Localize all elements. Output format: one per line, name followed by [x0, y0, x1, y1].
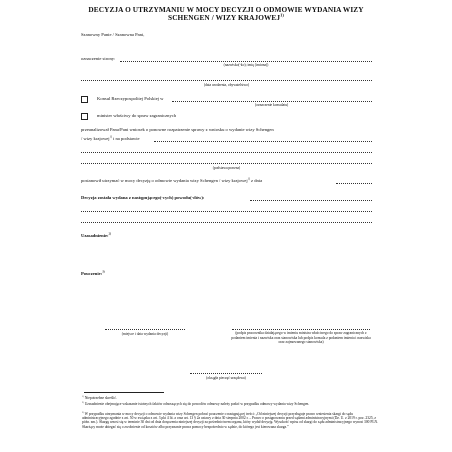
- footnote-1: [82, 396, 380, 400]
- reconsider-line2-end: i na podstawie: [111, 136, 140, 141]
- legal-basis-field-3[interactable]: [81, 163, 372, 164]
- reasons-label: Decyzja została wydana z następującego(-cych) powodu(-dów):: [81, 195, 205, 200]
- upheld-line: [81, 178, 262, 183]
- footnote-number: 1): [82, 395, 84, 398]
- instruction-text: Pouczenie:: [81, 271, 103, 276]
- form-title-line1: DECYZJA O UTRZYMANIU W MOCY DECYZJI O ODMOWIE WYDANIA WIZY: [88, 5, 364, 14]
- party-name-hint: (nazwisko(-ko); imię (imiona)): [223, 63, 269, 67]
- consul-label: Konsul Rzeczypospolitej Polskiej w: [97, 96, 164, 101]
- reconsider-line1: przeanalizował Pana/Pani wniosek o ponowne rozpatrzenie sprawy z wniosku o wydanie wizy Schengen: [81, 127, 274, 132]
- justification-label: [81, 233, 111, 238]
- justification-text: Uzasadnienie:: [81, 233, 109, 238]
- greeting: Szanowny Panie / Szanowna Pani,: [81, 32, 145, 37]
- party-name-field[interactable]: [120, 61, 372, 62]
- reasons-field-3[interactable]: [81, 222, 372, 223]
- footnote-separator: [84, 392, 164, 393]
- stamp-hint: (okrągła pieczęć urzędowa): [206, 376, 246, 380]
- party-birth-hint: (data urodzenia, obywatelstwo): [203, 83, 250, 87]
- consul-checkbox[interactable]: [81, 96, 88, 103]
- party-birth-field[interactable]: [81, 80, 372, 81]
- footnote-ref: 2): [108, 232, 111, 236]
- footnote-ref: 3): [102, 270, 105, 274]
- legal-basis-field-2[interactable]: [81, 152, 372, 153]
- legal-basis-hint: (podstawa prawna): [212, 166, 241, 170]
- minister-checkbox[interactable]: [81, 113, 88, 120]
- footnote-ref: 1): [247, 177, 250, 181]
- reconsider-line2: [81, 136, 140, 141]
- footnote-number: 2): [82, 401, 84, 404]
- place-date-hint: (miejsce i data wydania decyzji): [121, 332, 169, 336]
- footnote-1-text: Niepotrzebne skreślić.: [84, 396, 117, 400]
- footnote-2: [82, 402, 380, 406]
- decision-date-field[interactable]: [336, 183, 372, 184]
- form-title-line2: [0, 14, 452, 22]
- footnote-ref: 1): [280, 12, 284, 18]
- minister-label: minister właściwy do spraw zagranicznych: [97, 113, 177, 118]
- footnote-3-text: W przypadku utrzymania w mocy decyzji o odmowie wydania wizy Schengen pobrać pouczenie o następującej treści: „Od niniejszej decyzji przysługuje prawo wniesienia skargi do sądu administracyjnego zgodnie z art. 50 w związku z art. 3 pkt 4 lit. a oraz art. 13 § 2a ustawy z dnia 30 sierpnia 2002 r. – Prawo o postępowaniu przed sądami administracyjnymi (Dz. U. z 2019 r. poz. 2325, z późn. zm.). Skargę wnosi się w terminie 30 dni od dnia doręczenia niniejszej decyzji za pośrednictwem organu, który wydał decyzję. Wysokość wpisu od skargi do sądu administracyjnego wynosi 300 PLN. Skarżący może ubiegać się o zwolnienie od kosztów albo przyznanie prawa pomocy bezpośrednio w sądzie, do którego jest kierowana skarga.”: [82, 412, 379, 429]
- footnote-2-text: Uzasadnienie obejmujące wskazanie istotnych faktów odnoszących się do powodów odmowy należy podać w przypadku odmowy wydania wizy Schengen.: [84, 402, 310, 406]
- legal-basis-field-1[interactable]: [154, 141, 372, 142]
- upheld-end: z dnia: [249, 178, 263, 183]
- reasons-field-2[interactable]: [81, 211, 372, 212]
- footnote-number: 3): [82, 411, 84, 414]
- instruction-label: [81, 271, 104, 276]
- form-title-line2-text: SCHENGEN / WIZY KRAJOWEJ: [168, 13, 281, 22]
- footnote-ref: 1): [109, 135, 112, 139]
- stamp-field[interactable]: [190, 373, 262, 374]
- reconsider-line2-text: / wizy krajowej: [81, 136, 110, 141]
- footnote-3: [82, 412, 380, 429]
- upheld-text: postanowił utrzymać w mocy decyzję o odmowie wydania wizy Schengen / wizy krajowej: [81, 178, 248, 183]
- place-date-field[interactable]: [105, 329, 185, 330]
- consulate-hint: (oznaczenie konsulatu): [255, 103, 289, 107]
- consulate-field[interactable]: [172, 101, 372, 102]
- signature-field[interactable]: [232, 329, 370, 330]
- party-label: oznaczenie strony:: [81, 56, 116, 61]
- signature-hint: (podpis pracownika działającego w imieniu ministra właściwego do spraw zagranicznych z podaniem imienia i nazwiska oraz stanowiska lub podpis konsula z podaniem imienia i nazwiska oraz zajmowanego stanowiska): [231, 331, 371, 345]
- reasons-field-1[interactable]: [250, 200, 372, 201]
